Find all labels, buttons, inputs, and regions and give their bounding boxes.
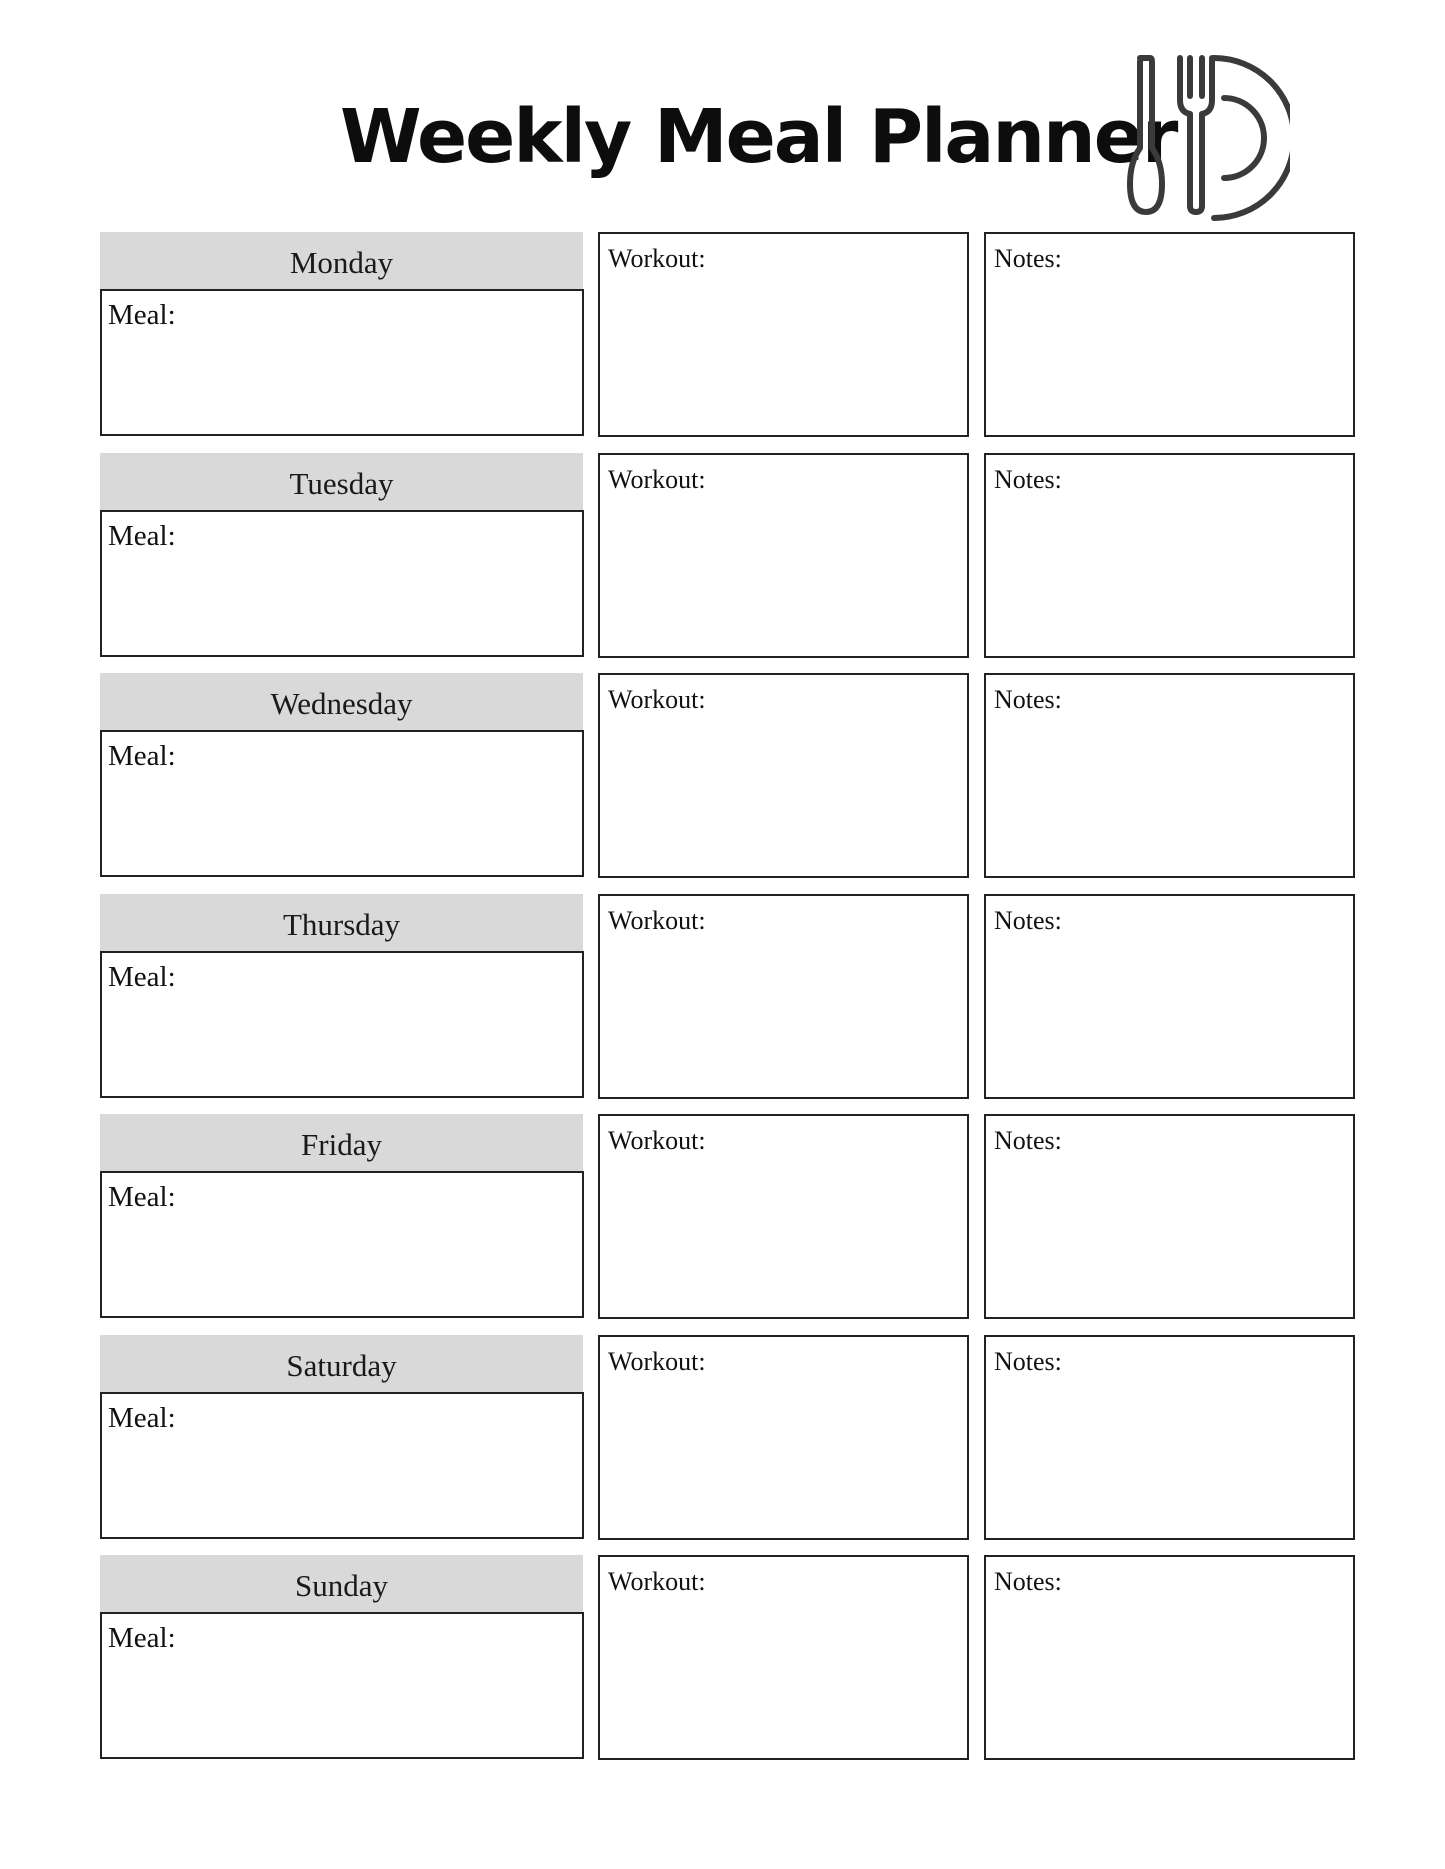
workout-box[interactable] (598, 1114, 969, 1319)
workout-label: Workout: (608, 905, 706, 935)
notes-label: Notes: (994, 685, 1062, 714)
meal-box[interactable] (100, 1392, 584, 1539)
meal-box[interactable] (100, 289, 584, 436)
workout-box[interactable] (598, 453, 969, 658)
workout-label: Workout: (608, 244, 706, 273)
utensils-plate-icon (1118, 52, 1290, 224)
notes-box[interactable] (984, 453, 1355, 658)
day-header: Tuesday (100, 453, 583, 510)
day-row (0, 1114, 1445, 1320)
workout-box[interactable] (598, 673, 969, 878)
day-row (0, 1555, 1445, 1761)
day-row (0, 453, 1445, 659)
meal-box[interactable] (100, 1612, 584, 1759)
meal-label: Meal: (108, 740, 176, 772)
notes-box[interactable] (984, 1114, 1355, 1319)
day-header: Saturday (100, 1335, 583, 1392)
notes-box[interactable] (984, 1555, 1355, 1760)
meal-box[interactable] (100, 951, 584, 1098)
notes-box[interactable] (984, 673, 1355, 878)
day-header: Thursday (100, 894, 583, 951)
notes-label: Notes: (994, 1567, 1062, 1596)
day-header: Wednesday (100, 673, 583, 730)
day-row (0, 1335, 1445, 1541)
meal-label: Meal: (108, 519, 176, 552)
meal-label: Meal: (108, 1181, 176, 1213)
meal-box[interactable] (100, 730, 584, 877)
workout-label: Workout: (608, 1567, 706, 1596)
meal-label: Meal: (108, 1401, 176, 1434)
meal-label: Meal: (108, 299, 176, 331)
meal-box[interactable] (100, 1171, 584, 1318)
workout-label: Workout: (608, 464, 706, 494)
workout-box[interactable] (598, 894, 969, 1099)
notes-label: Notes: (994, 244, 1062, 273)
notes-label: Notes: (994, 905, 1062, 935)
workout-box[interactable] (598, 1335, 969, 1540)
meal-box[interactable] (100, 510, 584, 657)
notes-label: Notes: (994, 1346, 1062, 1376)
workout-box[interactable] (598, 232, 969, 437)
day-header: Friday (100, 1114, 583, 1171)
workout-box[interactable] (598, 1555, 969, 1760)
day-row (0, 232, 1445, 438)
day-row (0, 894, 1445, 1100)
meal-label: Meal: (108, 1622, 176, 1654)
notes-box[interactable] (984, 1335, 1355, 1540)
page-title: Weekly Meal Planner (340, 94, 1177, 180)
meal-label: Meal: (108, 960, 176, 993)
day-header: Sunday (100, 1555, 583, 1612)
notes-label: Notes: (994, 1126, 1062, 1155)
notes-box[interactable] (984, 232, 1355, 437)
workout-label: Workout: (608, 1126, 706, 1155)
day-header: Monday (100, 232, 583, 289)
workout-label: Workout: (608, 685, 706, 714)
notes-label: Notes: (994, 464, 1062, 494)
day-row (0, 673, 1445, 879)
notes-box[interactable] (984, 894, 1355, 1099)
workout-label: Workout: (608, 1346, 706, 1376)
